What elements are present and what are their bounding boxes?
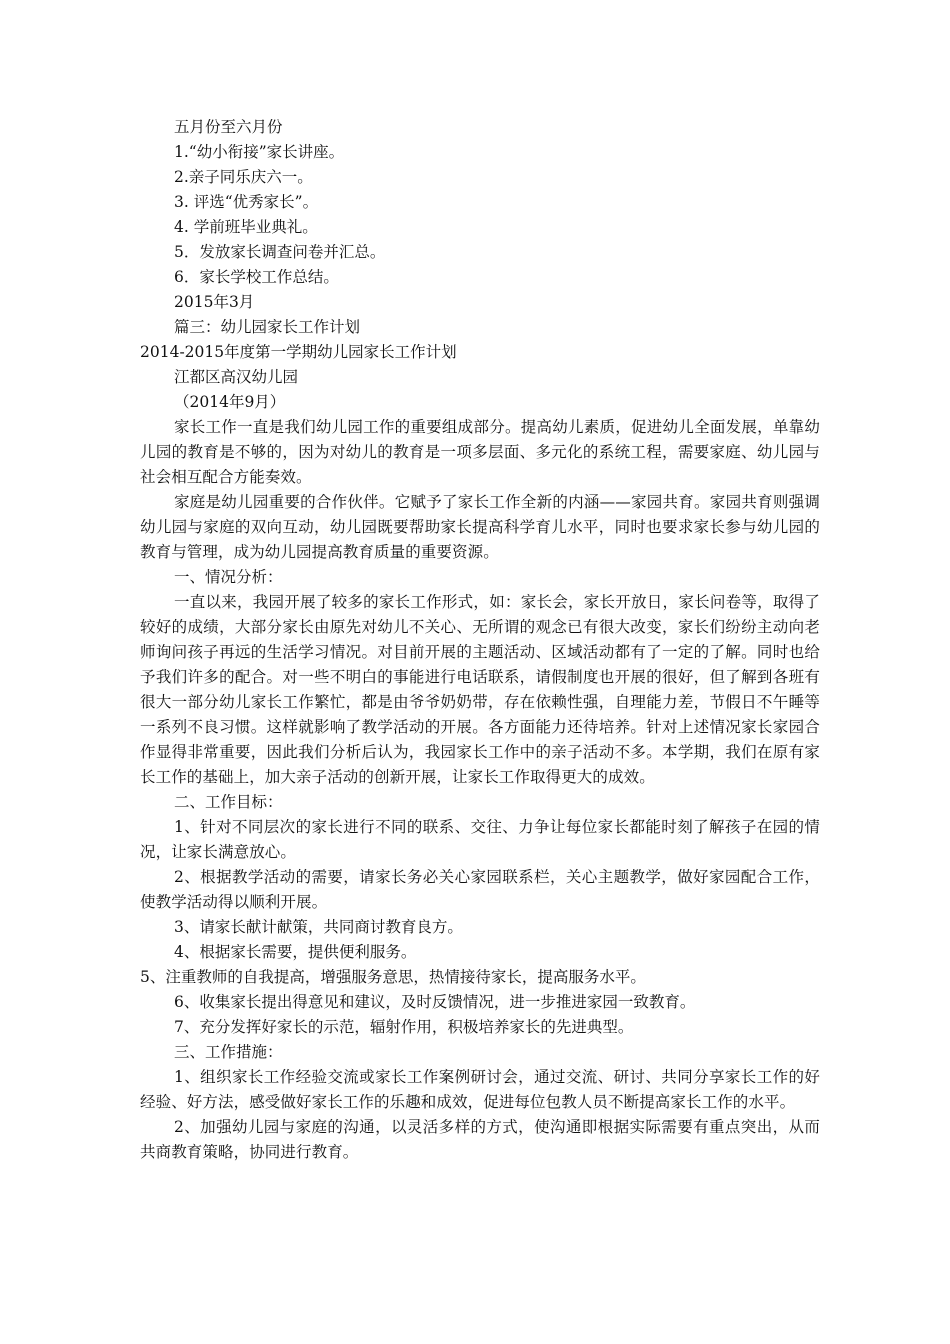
body-paragraph: 家长工作一直是我们幼儿园工作的重要组成部分。提高幼儿素质，促进幼儿全面发展，单靠幼儿园的教育是不够的，因为对幼儿的教育是一项多层面、多元化的系统工程，需要家庭、幼儿园与社会相互配合方能奏效。	[140, 418, 820, 486]
goal-item: 4、根据家长需要，提供便利服务。	[174, 943, 417, 961]
document-date: （2014年9月）	[174, 393, 286, 411]
section-heading: 三、工作措施：	[174, 1043, 283, 1061]
goal-item: 5、注重教师的自我提高，增强服务意思，热情接待家长，提高服务水平。	[140, 968, 646, 986]
document-title: 2014-2015年度第一学期幼儿园家长工作计划	[140, 343, 457, 361]
school-name: 江都区高汉幼儿园	[174, 368, 299, 386]
section-heading: 二、工作目标：	[174, 793, 283, 811]
body-paragraph: 家庭是幼儿园重要的合作伙伴。它赋予了家长工作全新的内涵——家园共育。家园共育则强调幼儿园与家庭的双向互动，幼儿园既要帮助家长提高科学育儿水平，同时也要求家长参与幼儿园的教育与管理，成为幼儿园提高教育质量的重要资源。	[140, 493, 820, 561]
list-item: 4. 学前班毕业典礼。	[174, 218, 318, 236]
section-heading: 一、情况分析：	[174, 568, 283, 586]
body-paragraph: 一直以来，我园开展了较多的家长工作形式，如：家长会，家长开放日，家长问卷等，取得了较好的成绩，大部分家长由原先对幼儿不关心、无所谓的观念已有很大改变，家长们纷纷主动向老师询问孩子再远的生活学习情况。对目前开展的主题活动、区域活动都有了一定的了解。同时也给予我们许多的配合。对一些不明白的事能进行电话联系，请假制度也开展的很好，但了解到各班有很大一部分幼儿家长工作繁忙，都是由爷爷奶奶带，存在依赖性强，自理能力差，节假日不午睡等一系列不良习惯。这样就影响了教学活动的开展。各方面能力还待培养。针对上述情况家长家园合作显得非常重要，因此我们分析后认为，我园家长工作中的亲子活动不多。本学期，我们在原有家长工作的基础上，加大亲子活动的创新开展，让家长工作取得更大的成效。	[140, 593, 820, 786]
heading-month-range: 五月份至六月份	[174, 118, 283, 136]
list-item: 5．发放家长调查问卷并汇总。	[174, 243, 386, 261]
measure-item: 1、组织家长工作经验交流或家长工作案例研讨会，通过交流、研讨、共同分享家长工作的好经验、好方法，感受做好家长工作的乐趣和成效，促进每位包教人员不断提高家长工作的水平。	[140, 1068, 820, 1111]
section-title: 篇三：幼儿园家长工作计划	[174, 318, 361, 336]
list-item: 6．家长学校工作总结。	[174, 268, 339, 286]
goal-item: 1、针对不同层次的家长进行不同的联系、交往、力争让每位家长都能时刻了解孩子在园的情况，让家长满意放心。	[140, 818, 820, 861]
list-item: 2.亲子同乐庆六一。	[174, 168, 313, 186]
goal-item: 6、收集家长提出得意见和建议，及时反馈情况，进一步推进家园一致教育。	[174, 993, 696, 1011]
measure-item: 2、加强幼儿园与家庭的沟通，以灵活多样的方式，使沟通即根据实际需要有重点突出，从而共商教育策略，协同进行教育。	[140, 1118, 820, 1161]
goal-item: 7、充分发挥好家长的示范，辐射作用，积极培养家长的先进典型。	[174, 1018, 634, 1036]
list-item: 3. 评选“优秀家长”。	[174, 193, 319, 211]
list-item: 1.“幼小衔接”家长讲座。	[174, 143, 345, 161]
document-page	[140, 115, 820, 1165]
goal-item: 2、根据教学活动的需要，请家长务必关心家园联系栏，关心主题教学，做好家园配合工作，使教学活动得以顺利开展。	[140, 868, 820, 911]
goal-item: 3、请家长献计献策，共同商讨教育良方。	[174, 918, 463, 936]
date-line: 2015年3月	[174, 293, 255, 311]
